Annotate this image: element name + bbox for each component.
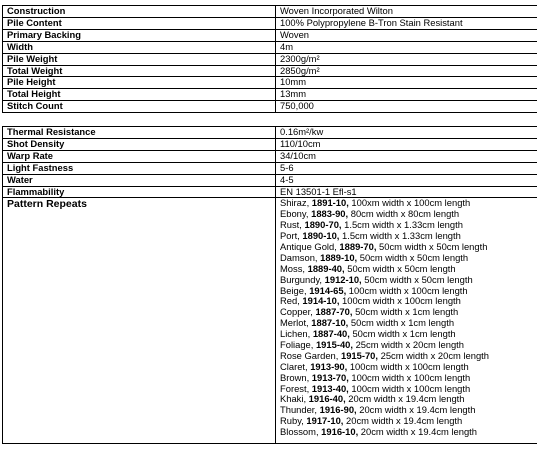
- spec-label: Shot Density: [3, 138, 276, 150]
- pattern-code: 1914-10,: [302, 295, 340, 307]
- pattern-size: 100cm width x 100cm length: [348, 382, 471, 394]
- pattern-size: 25cm width x 20cm length: [352, 339, 464, 351]
- pattern-size: 50cm width x 50cm length: [361, 273, 473, 285]
- spec-table-primary-body: [3, 6, 537, 113]
- pattern-name: Ruby,: [280, 415, 307, 427]
- pattern-name: Copper,: [280, 306, 316, 318]
- pattern-name: Claret,: [280, 360, 311, 372]
- pattern-name: Antique Gold,: [280, 241, 340, 252]
- pattern-repeat-item: [280, 427, 537, 438]
- spec-row: [3, 89, 537, 101]
- spec-label: Stitch Count: [3, 101, 276, 113]
- pattern-code: 1887-70,: [315, 306, 353, 318]
- spec-label: Flammability: [3, 186, 276, 198]
- spec-value: Woven: [276, 29, 537, 41]
- spec-value: 100% Polypropylene B-Tron Stain Resistant: [276, 17, 537, 29]
- spec-value: Woven Incorporated Wilton: [276, 6, 537, 18]
- pattern-size: 50cm width x 50cm length: [344, 262, 456, 274]
- spec-row: [3, 17, 537, 29]
- spec-row: [3, 138, 537, 150]
- spec-value: 4-5: [276, 174, 537, 186]
- spec-value: 110/10cm: [276, 138, 537, 150]
- spec-table-secondary: [2, 126, 537, 444]
- pattern-code: 1912-10,: [324, 273, 362, 285]
- spec-label: Total Height: [3, 89, 276, 101]
- spec-label: Primary Backing: [3, 29, 276, 41]
- pattern-name: Blossom,: [280, 426, 322, 438]
- pattern-code: 1889-10,: [320, 251, 358, 263]
- spec-label: Pile Height: [3, 77, 276, 89]
- pattern-code: 1916-10,: [321, 426, 359, 438]
- pattern-repeats-label: Pattern Repeats: [3, 198, 276, 444]
- pattern-name: Moss,: [280, 262, 308, 274]
- spec-row: [3, 127, 537, 139]
- pattern-code: 1890-10,: [302, 230, 340, 242]
- pattern-code: 1916-90,: [319, 404, 357, 416]
- spec-row: [3, 101, 537, 113]
- pattern-size: 100xm width x 100cm length: [348, 197, 471, 209]
- pattern-code: 1883-90,: [311, 208, 349, 220]
- pattern-code: 1915-40,: [315, 339, 353, 351]
- pattern-code: 1914-65,: [309, 284, 347, 296]
- spec-row: [3, 6, 537, 18]
- spec-row: [3, 150, 537, 162]
- pattern-code: 1915-70,: [340, 349, 378, 361]
- spec-value: 34/10cm: [276, 150, 537, 162]
- pattern-name: Foliage,: [280, 339, 316, 351]
- spec-table-secondary-body: [3, 127, 537, 444]
- pattern-name: Rust,: [280, 219, 305, 231]
- spec-label: Pile Content: [3, 17, 276, 29]
- spec-value: 2850g/m²: [276, 65, 537, 77]
- pattern-code: 1913-90,: [310, 360, 348, 372]
- pattern-code: 1913-70,: [311, 371, 349, 383]
- pattern-name: Thunder,: [280, 404, 320, 416]
- pattern-code: 1917-10,: [306, 415, 344, 427]
- pattern-name: Red,: [280, 295, 303, 307]
- spec-label: Pile Weight: [3, 53, 276, 65]
- pattern-size: 1.5cm width x 1.33cm length: [341, 219, 463, 231]
- spec-value: 13mm: [276, 89, 537, 101]
- pattern-code: 1887-10,: [311, 317, 349, 329]
- spec-value: 0.16m²/kw: [276, 127, 537, 139]
- pattern-size: 50cm width x 50cm length: [357, 251, 469, 263]
- pattern-code: 1916-40,: [308, 393, 346, 405]
- pattern-size: 50cm width x 1cm length: [348, 317, 455, 329]
- spec-label: Total Weight: [3, 65, 276, 77]
- spec-label: Width: [3, 41, 276, 53]
- pattern-size: 20cm width x 19.4cm length: [343, 415, 463, 427]
- spec-value: 2300g/m²: [276, 53, 537, 65]
- pattern-name: Lichen,: [280, 328, 313, 340]
- spec-row: [3, 65, 537, 77]
- pattern-size: 100cm width x 100cm length: [348, 371, 471, 383]
- pattern-code: 1891-10,: [311, 197, 349, 209]
- pattern-name: Khaki,: [280, 393, 309, 405]
- spec-row: [3, 186, 537, 198]
- pattern-size: 100cm width x 100cm length: [347, 360, 469, 372]
- spec-value: 5-6: [276, 162, 537, 174]
- pattern-code: 1889-40,: [307, 262, 345, 274]
- spec-label: Thermal Resistance: [3, 127, 276, 139]
- pattern-size: 100cm width x 100cm length: [346, 284, 468, 296]
- pattern-name: Port,: [280, 230, 303, 242]
- pattern-name: Beige,: [280, 284, 310, 296]
- spec-row: [3, 29, 537, 41]
- spec-label: Light Fastness: [3, 162, 276, 174]
- pattern-name: Damson,: [280, 251, 321, 263]
- pattern-size: 80cm width x 80cm length: [348, 208, 460, 220]
- pattern-code: 1890-70,: [304, 219, 342, 231]
- spec-row: [3, 174, 537, 186]
- spec-table-primary: [2, 5, 537, 113]
- spec-label: Construction: [3, 6, 276, 18]
- spec-row: [3, 53, 537, 65]
- spec-value: 4m: [276, 41, 537, 53]
- spec-label: Water: [3, 174, 276, 186]
- spec-row: [3, 41, 537, 53]
- pattern-name: Brown,: [280, 371, 312, 383]
- spec-value: 10mm: [276, 77, 537, 89]
- pattern-size: 20cm width x 19.4cm length: [356, 404, 476, 416]
- spec-value: 750,000: [276, 101, 537, 113]
- pattern-size: 50cm width x 1cm length: [349, 328, 456, 340]
- spec-label: Warp Rate: [3, 150, 276, 162]
- spec-value: EN 13501-1 Efl-s1: [276, 186, 537, 198]
- pattern-size: 25cm width x 20cm length: [378, 349, 489, 361]
- spec-row: [3, 77, 537, 89]
- pattern-name: Merlot,: [280, 317, 312, 329]
- pattern-size: 50cm width x 1cm length: [352, 306, 459, 318]
- pattern-name: Forest,: [280, 382, 312, 394]
- pattern-repeats-list: [276, 198, 537, 444]
- pattern-size: 20cm width x 19.4cm length: [358, 426, 477, 438]
- pattern-size: 50cm width x 50cm length: [376, 241, 488, 252]
- pattern-size: 100cm width x 100cm length: [339, 295, 461, 307]
- pattern-size: 20cm width x 19.4cm length: [345, 393, 465, 405]
- pattern-code: 1887-40,: [312, 328, 350, 340]
- pattern-name: Rose Garden,: [280, 349, 341, 361]
- spec-row: [3, 162, 537, 174]
- pattern-name: Shiraz,: [280, 197, 312, 209]
- pattern-name: Ebony,: [280, 208, 312, 220]
- pattern-code: 1889-70,: [339, 241, 377, 252]
- pattern-repeats-row: [3, 198, 537, 444]
- pattern-name: Burgundy,: [280, 273, 325, 285]
- pattern-size: 1.5cm width x 1.33cm length: [339, 230, 461, 242]
- pattern-code: 1913-40,: [311, 382, 349, 394]
